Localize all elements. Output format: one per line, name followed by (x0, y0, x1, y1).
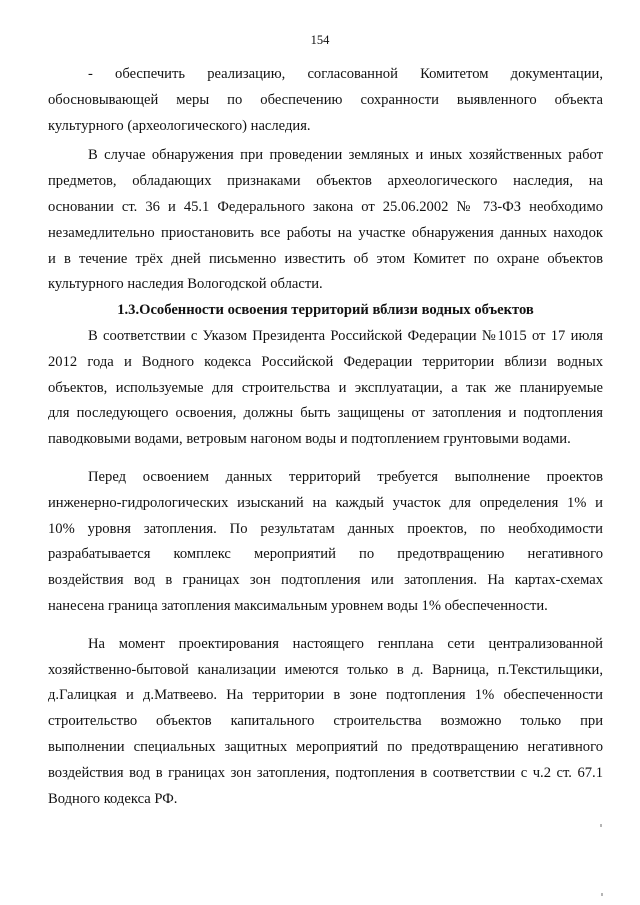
text-line: культурного (археологического) наследия. (48, 117, 311, 134)
text-line: - обеспечить реализацию, согласованной Комитетом документации, (88, 66, 603, 82)
text-line: хозяйственно-бытовой канализации имеются только в д. Варница, п.Текстильщики, (48, 661, 603, 678)
text-line: Водного кодекса РФ. (48, 790, 178, 807)
text-line: объектов, используемые для строительства и эксплуатации, а так же планируемые (48, 379, 603, 396)
text-line: В соответствии с Указом Президента Российской Федерации №1015 от 17 июля (88, 327, 603, 344)
text-line: предметов, обладающих признаками объектов археологического наследия, на (48, 173, 603, 190)
paragraph-sewerage (48, 632, 603, 813)
text-line: для последующего освоения, должны быть защищены от затопления и подтопления (48, 405, 603, 422)
text-line: незамедлительно приостановить все работы на участке обнаружения данных находок (48, 224, 603, 241)
text-line: основании ст. 36 и 45.1 Федерального закона от 25.06.2002 № 73-ФЗ необходимо (48, 198, 603, 215)
text-line: На момент проектирования настоящего генплана сети централизованной (88, 635, 603, 652)
text-line: д.Галицкая и д.Матвеево. На территории в зоне подтопления 1% обеспеченности (48, 687, 603, 704)
paragraph-obligation (48, 62, 603, 139)
text-line: строительство объектов капитального строительства возможно только при (48, 713, 603, 730)
text-line: воздействия вод в границах зон подтопления или затопления. На картах-схемах (48, 572, 603, 589)
text-line: 2012 года и Водного кодекса Российской Федерации территории вблизи водных (48, 353, 603, 370)
scan-artifact (600, 824, 602, 827)
page-number: 154 (310, 33, 330, 47)
paragraph-surveys (48, 465, 603, 620)
text-line: обосновывающей меры по обеспечению сохранности выявленного объекта (48, 91, 603, 108)
text-line: Перед освоением данных территорий требуется выполнение проектов (88, 468, 603, 485)
text-line: инженерно-гидрологических изысканий на каждый участок для определения 1% и (48, 494, 603, 511)
text-line: нанесена граница затопления максимальным уровнем воды 1% обеспеченности. (48, 597, 548, 614)
text-line: 10% уровня затопления. По результатам данных проектов, по необходимости (48, 520, 603, 537)
text-line: и в течение трёх дней письменно известить об этом Комитет по охране объектов (48, 250, 603, 267)
text-line: культурного наследия Вологодской области. (48, 276, 323, 293)
document-body (48, 62, 603, 812)
text-line: выполнении специальных защитных мероприятий по предотвращению негативного (48, 738, 603, 755)
paragraph-archaeological-finds (48, 143, 603, 298)
text-line: разрабатывается комплекс мероприятий по предотвращению негативного (48, 546, 603, 563)
text-line: воздействия вод в границах зон затопления, подтопления в соответствии с ч.2 ст. 67.1 (48, 764, 603, 781)
section-heading: 1.3.Особенности освоения территорий вблизи водных объектов (117, 302, 534, 319)
scan-artifact (601, 893, 603, 896)
paragraph-presidential-decree (48, 324, 603, 453)
text-line: В случае обнаружения при проведении земляных и иных хозяйственных работ (88, 147, 603, 164)
text-line: паводковыми водами, ветровым нагоном воды и подтоплением грунтовыми водами. (48, 431, 571, 448)
